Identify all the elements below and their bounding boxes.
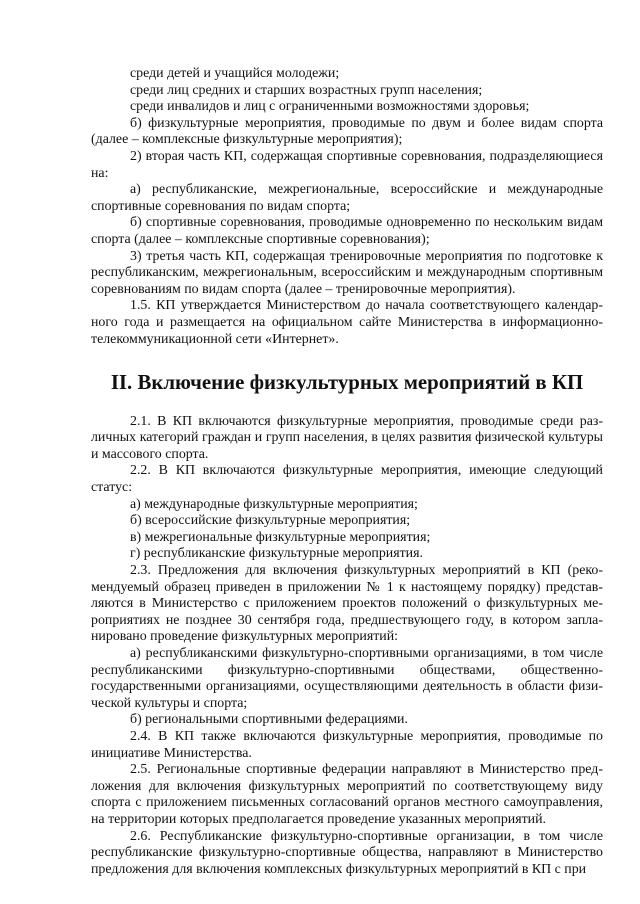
paragraph: среди лиц средних и старших возрастных групп населения; — [130, 82, 483, 98]
paragraph: среди инвалидов и лиц с ограниченными возможностями здоровья; — [130, 99, 530, 115]
list-item: а) республиканскими физкультурно-спортивными организациями, в том числе республиканскими физкультурно-спортивными обществами, общественно-государственными организациями, осуществляющими деятельность в области физической культуры и спорта; — [91, 646, 603, 711]
paragraph: б) физкультурные мероприятия, проводимые по двум и более видам спорта (далее – комплексные физкультурные мероприятия); — [91, 115, 603, 148]
section-2-heading: II. Включение физкультурных мероприятий в КП — [110, 370, 584, 395]
list-item: б) региональными спортивными федерациями. — [130, 712, 408, 728]
section-2-body — [91, 414, 603, 879]
paragraph: б) спортивные соревнования, проводимые одновременно по нескольким видам спорта (далее – комплексные спортивные соревнования); — [91, 215, 603, 247]
paragraph: среди детей и учащийся молодежи; — [130, 66, 340, 81]
paragraph: 2.1. В КП включаются физкультурные мероприятия, проводимые среди различных категорий граждан и групп населения, в целях развития физической культуры и массового спорта. — [91, 413, 603, 462]
paragraph: 2.2. В КП включаются физкультурные мероприятия, имеющие следующий статус: — [91, 463, 603, 496]
paragraph: 2.3. Предложения для включения физкультурных мероприятий в КП (рекомендуемый образец приведен в приложении № 1 к настоящему порядку) представляются в Министерство с приложением проектов положений о физкультурных мероприятиях не позднее 30 сентября года, предшествующего году, в котором запланировано проведение физкультурных мероприятий: — [91, 563, 603, 645]
list-item: г) республиканские физкультурные мероприятия. — [130, 546, 423, 562]
paragraph: 2.5. Региональные спортивные федерации направляют в Министерство предложения для включения физкультурных мероприятий по соответствующему виду спорта с приложением письменных согласований органов местного самоуправления, на территории которых предполагается проведение указанных мероприятий. — [91, 762, 603, 827]
paragraph: 2.4. В КП также включаются физкультурные мероприятия, проводимые по инициативе Министерства. — [91, 728, 603, 761]
paragraph: 3) третья часть КП, содержащая тренировочные мероприятия по подготовке к республиканским, межрегиональным, всероссийским и международным спортивным соревнованиям по видам спорта (далее – тренировочные мероприятия). — [91, 248, 603, 297]
section-1-continuation — [91, 66, 603, 348]
list-item: в) межрегиональные физкультурные мероприятия; — [130, 529, 431, 545]
paragraph: 1.5. КП утверждается Министерством до начала соответствующего календарного года и размещается на официальном сайте Министерства в информационно-телекоммуникационной сети «Интернет». — [91, 298, 603, 347]
paragraph: 2.6. Республиканские физкультурно-спортивные организации, в том числе республиканские физкультурно-спортивные общества, направляют в Министерство предложения для включения комплексных физкультурных мероприятий в КП с при — [91, 828, 603, 877]
list-item: б) всероссийские физкультурные мероприятия; — [130, 513, 411, 529]
paragraph: а) республиканские, межрегиональные, всероссийские и международные спортивные соревнования по видам спорта; — [91, 182, 603, 214]
list-item: а) международные физкультурные мероприятия; — [130, 496, 418, 512]
paragraph: 2) вторая часть КП, содержащая спортивные соревнования, подразделяющиеся на: — [91, 148, 603, 181]
